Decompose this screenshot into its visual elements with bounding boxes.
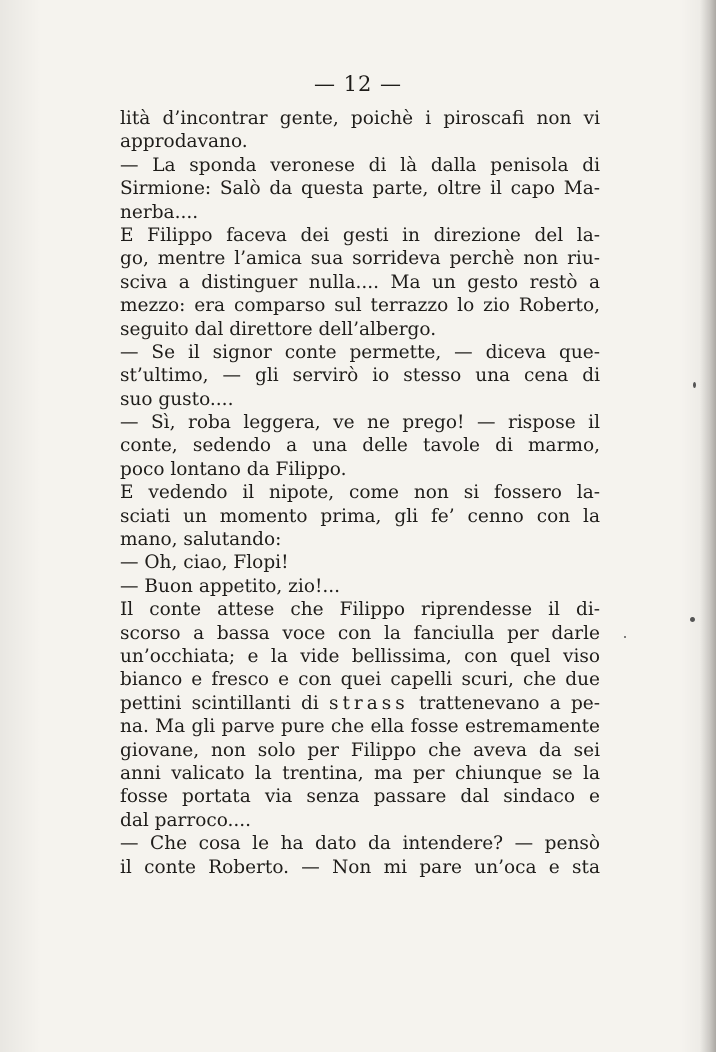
text-line: conte, sedendo a una delle tavole di marmo,: [120, 435, 600, 457]
ink-speck: [624, 636, 626, 638]
text-line: E Filippo faceva dei gesti in direzione del la-: [120, 224, 600, 246]
text-line: scorso a bassa voce con la fanciulla per darle: [120, 622, 600, 644]
text-line: — Se il signor conte permette, — diceva que-: [120, 341, 600, 363]
text-line: il conte Roberto. — Non mi pare un’oca e sta: [120, 856, 600, 878]
text-line: lità d’incontrar gente, poichè i piroscafi non vi: [120, 108, 600, 129]
text-line: sciati un momento prima, gli fe’ cenno con la: [120, 505, 600, 527]
text-line: suo gusto....: [120, 388, 234, 410]
body-text: [120, 107, 600, 879]
text-line: bianco e fresco e con quei capelli scuri, che due: [120, 669, 600, 691]
text-line: na. Ma gli parve pure che ella fosse estremamente: [120, 716, 600, 738]
text-line: — Oh, ciao, Flopi!: [120, 552, 289, 574]
text-line: mano, salutando:: [120, 529, 282, 551]
text-line: — Buon appetito, zio!...: [120, 575, 341, 597]
ink-speck: [693, 382, 696, 388]
text-line: pettini scintillanti di strass trattenevano a pe-: [120, 692, 600, 714]
text-line: sciva a distinguer nulla.... Ma un gesto restò a: [120, 271, 600, 293]
page-edge-shadow: [700, 0, 716, 1052]
text-line: go, mentre l’amica sua sorrideva perchè non riu-: [120, 248, 600, 270]
text-line: giovane, non solo per Filippo che aveva da sei: [120, 739, 600, 761]
text-line: — Che cosa le ha dato da intendere? — pensò: [120, 833, 600, 855]
text-line: dal parroco....: [120, 809, 252, 831]
text-line: seguito dal direttore dell’albergo.: [120, 318, 437, 340]
text-line: un’occhiata; e la vide bellissima, con quel viso: [120, 645, 600, 667]
page-number: — 12 —: [313, 72, 403, 96]
text-line: Sirmione: Salò da questa parte, oltre il capo Ma-: [120, 178, 600, 200]
text-line: poco lontano da Filippo.: [120, 458, 347, 480]
text-line: anni valicato la trentina, ma per chiunque se la: [120, 762, 600, 784]
text-line: — Sì, roba leggera, ve ne prego! — rispose il: [120, 412, 600, 434]
spaced-word: strass: [328, 692, 409, 714]
text-line: approdavano.: [120, 131, 248, 153]
text-line: Il conte attese che Filippo riprendesse il di-: [120, 599, 600, 621]
text-line: E vedendo il nipote, come non si fossero la-: [120, 482, 600, 504]
text-line: st’ultimo, — gli servirò io stesso una cena di: [120, 365, 600, 387]
text-line: — La sponda veronese di là dalla penisola di: [120, 154, 600, 176]
text-line: nerba....: [120, 201, 199, 223]
text-line: mezzo: era comparso sul terrazzo lo zio Roberto,: [120, 295, 600, 317]
ink-speck: [690, 617, 695, 622]
text-line: fosse portata via senza passare dal sindaco e: [120, 786, 600, 808]
